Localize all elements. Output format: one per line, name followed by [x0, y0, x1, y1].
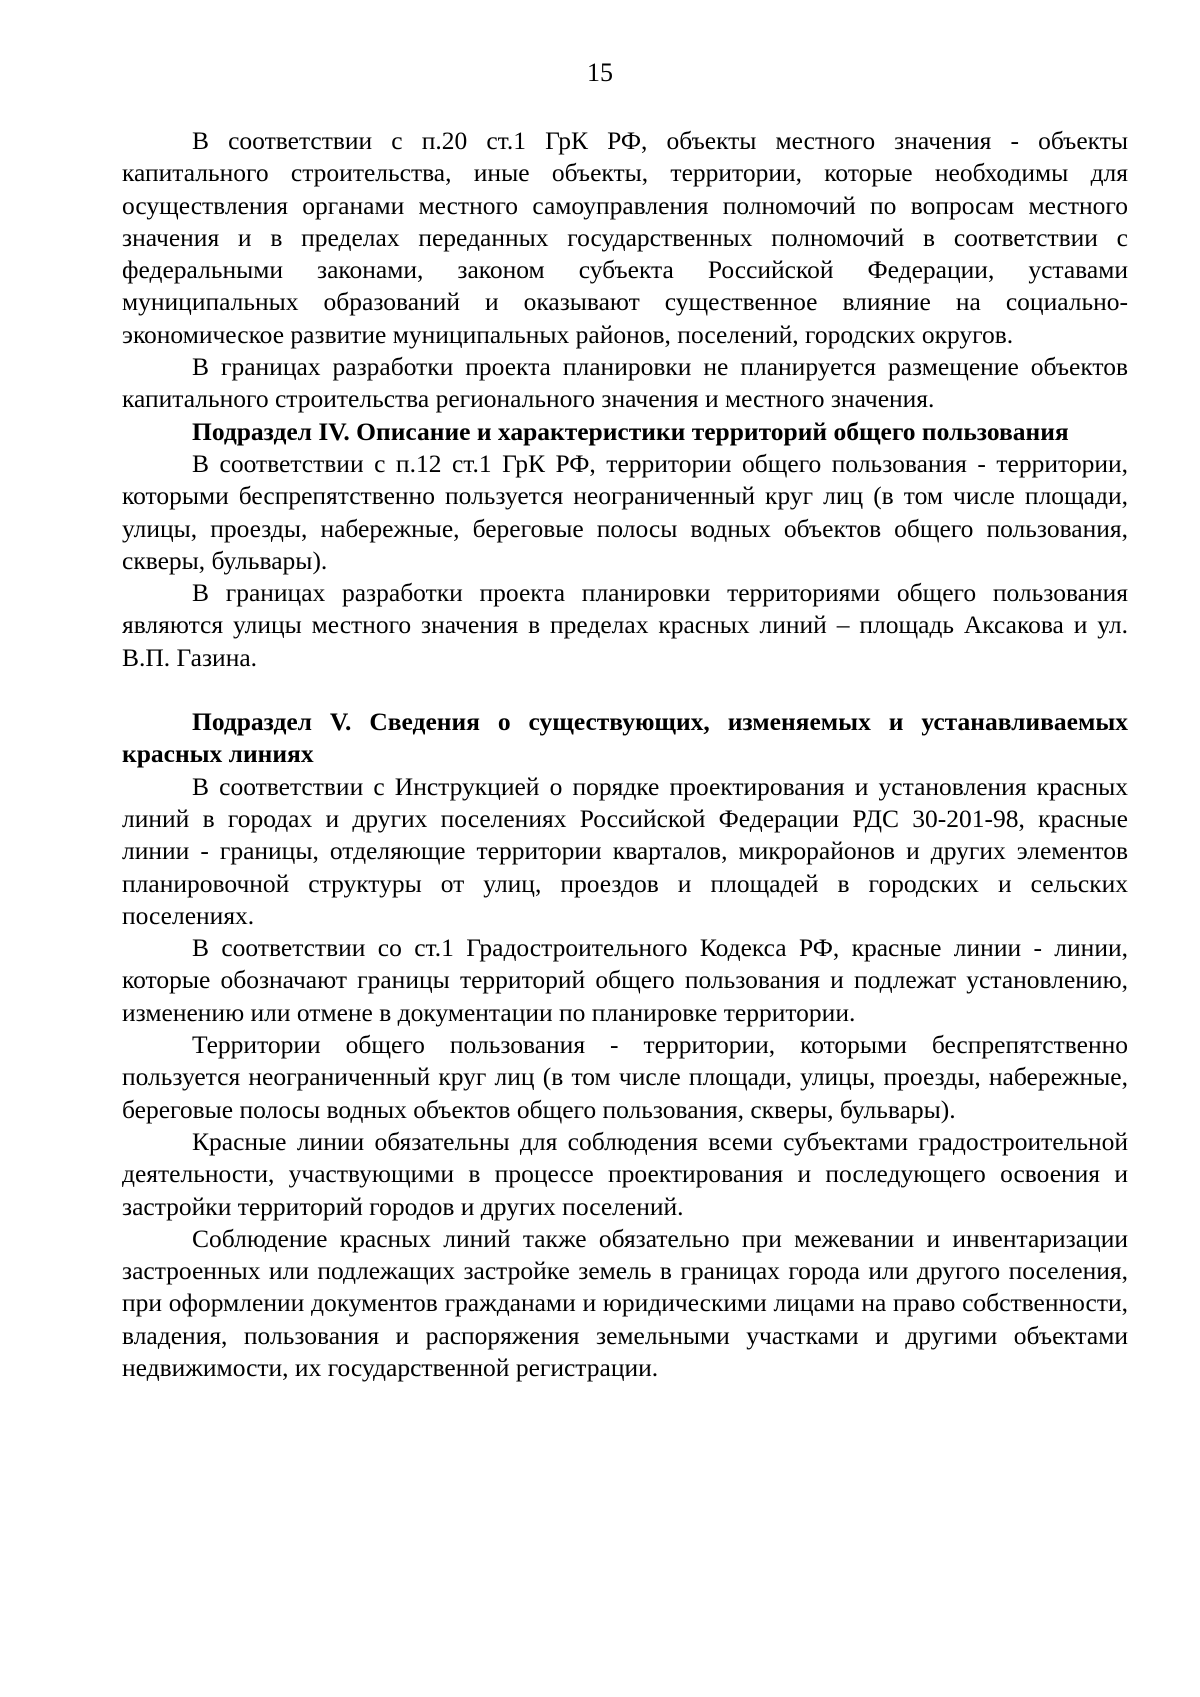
paragraph-public-territories-streets: В границах разработки проекта планировки территориями общего пользования являются улицы местного значения в пределах красных линий – площадь Аксакова и ул. В.П. Газина.: [122, 578, 1128, 672]
paragraph-red-lines-instruction: В соответствии с Инструкцией о порядке проектирования и установления красных линий в городах и других поселениях Российской Федерации РДС 30-201-98, красные линии - границы, отделяющие территории кварталов, микрорайонов и других элементов планировочной структуры от улиц, проездов и площадей в городских и сельских поселениях.: [122, 771, 1128, 930]
paragraph-red-lines-code: В соответствии со ст.1 Градостроительного Кодекса РФ, красные линии - линии, которые обозначают границы территорий общего пользования и подлежат установлению, изменению или отмене в документации по планировке территории.: [122, 933, 1128, 1027]
paragraph-red-lines-mandatory: Красные линии обязательны для соблюдения всеми субъектами градостроительной деятельности, участвующими в процессе проектирования и последующего освоения и застройки территорий городов и других поселений.: [122, 1126, 1128, 1221]
paragraph-red-lines-compliance: Соблюдение красных линий также обязательно при межевании и инвентаризации застроенных или подлежащих застройке земель в границах города или другого поселения, при оформлении документов гражданами и юридическими лицами на право собственности, владения, пользования и распоряжения земельными участками и другими объектами недвижимости, их государственной регистрации.: [122, 1223, 1128, 1382]
section-heading-v: Подраздел V. Сведения о существующих, изменяемых и устанавливаемых красных линиях: [122, 707, 1128, 769]
paragraph-public-territories: Территории общего пользования - территории, которыми беспрепятственно пользуется неограниченный круг лиц (в том числе площади, улицы, проезды, набережные, береговые полосы водных объектов общего пользования, скверы, бульвары).: [122, 1030, 1128, 1124]
paragraph-public-territories-definition: В соответствии с п.12 ст.1 ГрК РФ, территории общего пользования - территории, которыми беспрепятственно пользуется неограниченный круг лиц (в том числе площади, улицы, проезды, набережные, береговые полосы водных объектов общего пользования, скверы, бульвары).: [122, 448, 1128, 575]
page-number: 15: [587, 58, 613, 87]
section-heading-iv: Подраздел IV. Описание и характеристики территорий общего пользования: [192, 416, 1069, 446]
paragraph-local-objects-definition: В соответствии с п.20 ст.1 ГрК РФ, объекты местного значения - объекты капитального строительства, иные объекты, территории, которые необходимы для осуществления органами местного самоуправления полномочий по вопросам местного значения и в пределах переданных государственных полномочий в соответствии с федеральными законами, законом субъекта Российской Федерации, уставами муниципальных образований и оказывают существенное влияние на социально-экономическое развитие муниципальных районов, поселений, городских округов.: [122, 126, 1128, 349]
section-spacer: [122, 674, 1128, 706]
document-body: [122, 125, 1128, 1384]
paragraph-no-placement: В границах разработки проекта планировки не планируется размещение объектов капитального строительства регионального значения и местного значения.: [122, 352, 1128, 414]
